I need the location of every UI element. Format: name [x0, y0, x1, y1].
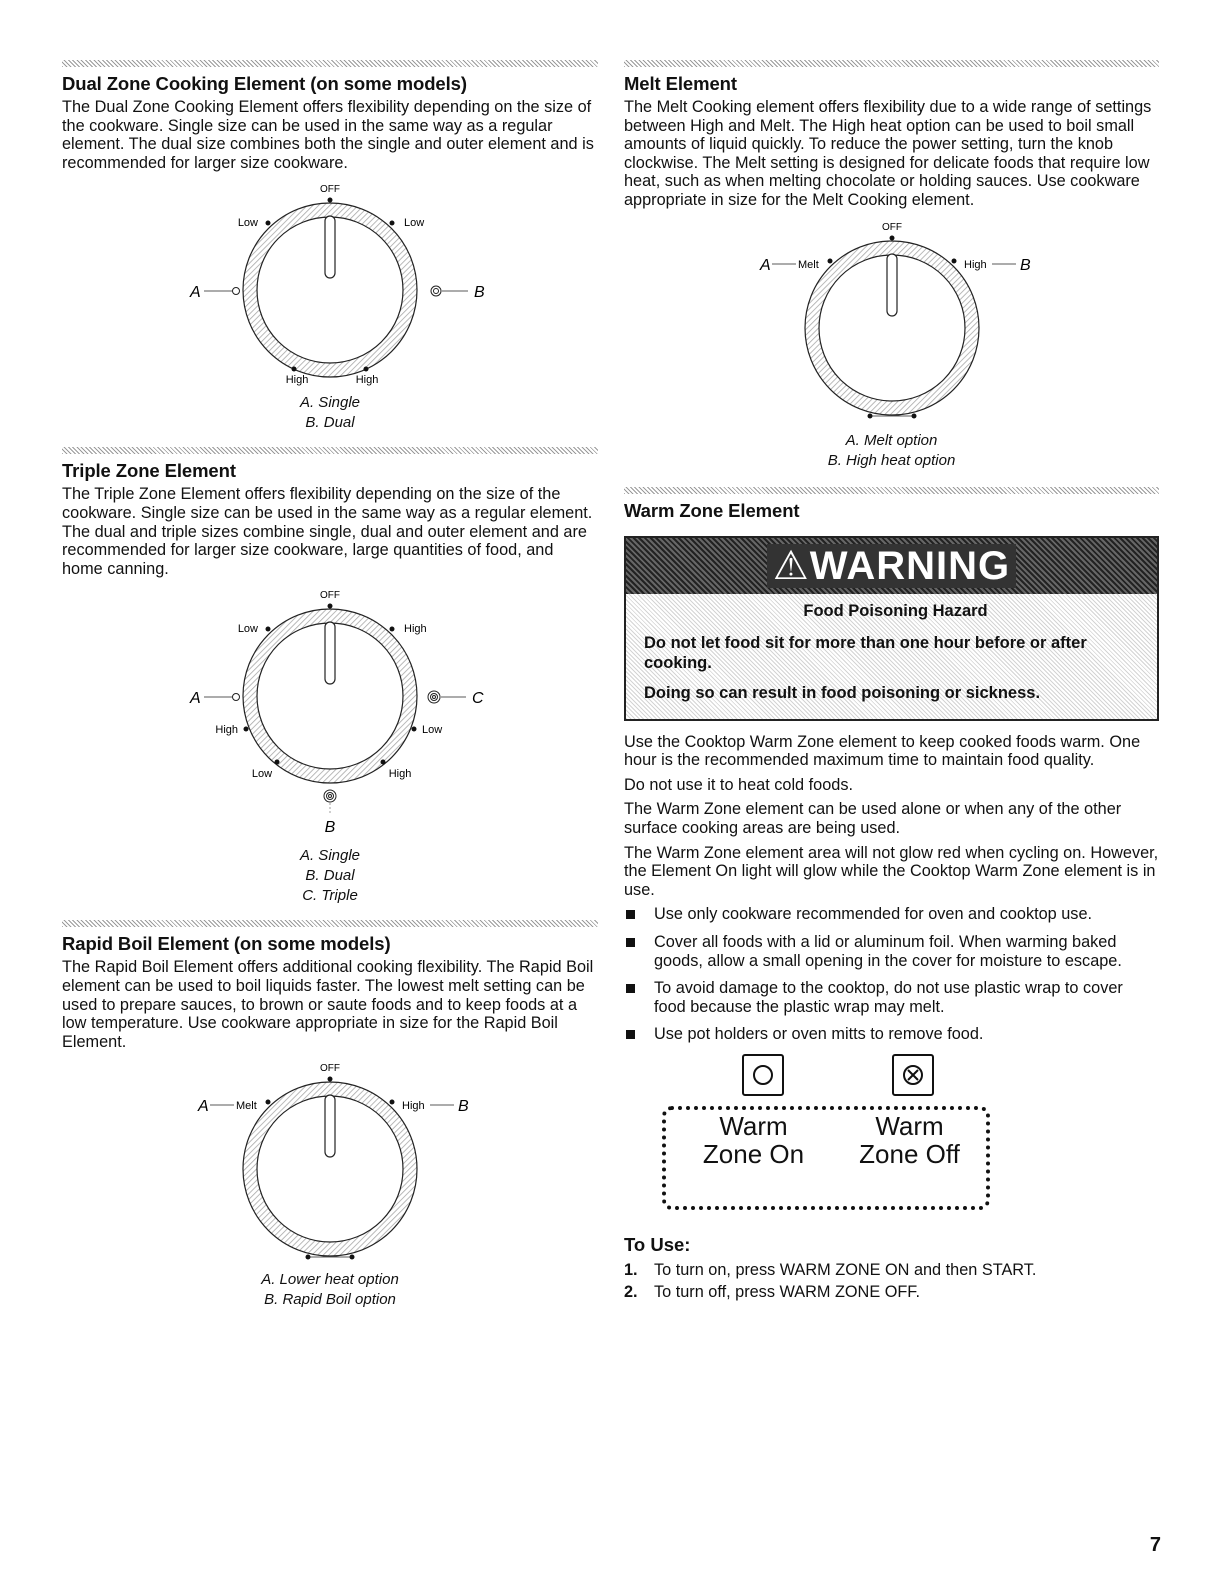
section-divider: [62, 60, 598, 67]
label-b: B: [1019, 256, 1031, 274]
high-mid-left-label: High: [215, 724, 238, 737]
warm-zone-on-label: Warm Zone On: [702, 1110, 805, 1169]
melt-body: The Melt Cooking element offers flexibility due to a wide range of settings between High and Melt. The High heat option can be used to boil small amounts of liquid quickly. To reduce the power setting, turn the knob clockwise. The Melt setting is designed for delicate foods that require low heat, such as when melting chocolate or holding sauces. Use cookware appropriate in size for the Melt Cooking element.: [624, 98, 1152, 209]
triple-zone-captions: [62, 846, 598, 906]
warm-zone-off-button[interactable]: [892, 1054, 934, 1096]
warm-zone-paragraph: The Warm Zone element area will not glow red when cycling on. However, the Element On light will glow while the Cooktop Warm Zone element is in use.: [624, 843, 1159, 899]
section-divider: [624, 487, 1159, 494]
x-circle-icon: [894, 1056, 932, 1094]
warning-body: [626, 594, 1157, 719]
melt-knob-figure: [732, 216, 1052, 421]
bullet-square-icon: [626, 938, 635, 947]
list-item: Cover all foods with a lid or aluminum foil. When warming baked goods, allow a small opening in the cover for moisture to escape.: [624, 933, 1159, 970]
off-label: OFF: [320, 1063, 340, 1075]
section-divider: [624, 60, 1159, 67]
warning-banner: [626, 538, 1157, 594]
left-column: [62, 60, 598, 1310]
high-top-right-label: High: [404, 623, 427, 636]
ring-icon: [744, 1056, 782, 1094]
melt-label: Melt: [797, 258, 819, 271]
caption-dual: B. Dual: [305, 414, 355, 432]
triple-zone-knob-figure: [170, 584, 490, 837]
warm-zone-off-label: Warm Zone Off: [859, 1110, 960, 1169]
off-label: OFF: [881, 221, 902, 233]
label-a: A: [190, 690, 201, 708]
caption-single: A. Single: [299, 394, 361, 412]
rapid-boil-knob-figure: [170, 1057, 490, 1262]
list-item: 2. To turn off, press WARM ZONE OFF.: [624, 1282, 920, 1301]
warm-zone-title: Warm Zone Element: [624, 499, 800, 521]
dual-zone-body: The Dual Zone Cooking Element offers flexibility depending on the size of the cookware. Single size can be used in the same way as a regular element. The dual size combines both the single and outer element and is recommended for larger size cookware.: [62, 98, 594, 172]
list-item: Use pot holders or oven mitts to remove food.: [624, 1025, 1159, 1044]
low-mid-right-label: Low: [422, 724, 443, 737]
caption-dual: B. Dual: [305, 867, 355, 885]
dual-zone-captions: [62, 393, 598, 433]
label-b: B: [458, 1098, 469, 1116]
low-top-left-label: Low: [237, 623, 258, 636]
to-use-steps: [624, 1260, 1159, 1302]
list-item: 1. To turn on, press WARM ZONE ON and then START.: [624, 1260, 1037, 1279]
right-column: [624, 60, 1159, 1304]
warm-zone-bullets: [624, 905, 1159, 1044]
high-label: High: [402, 1100, 425, 1113]
label-a: A: [198, 1098, 209, 1116]
low-left-label: Low: [237, 217, 258, 230]
rapid-boil-title: Rapid Boil Element (on some models): [62, 933, 391, 955]
warning-line: Do not let food sit for more than one hour before or after cooking.: [644, 633, 1087, 672]
high-right-label: High: [355, 374, 379, 387]
warm-zone-paragraph: Use the Cooktop Warm Zone element to keep cooked foods warm. One hour is the recommended maximum time to maintain food quality.: [624, 732, 1141, 770]
rapid-boil-captions: [62, 1270, 598, 1310]
low-bottom-left-label: Low: [251, 768, 273, 781]
warning-banner-text: WARNING: [809, 543, 1011, 588]
bullet-square-icon: [626, 1030, 635, 1039]
triple-zone-body: The Triple Zone Element offers flexibility depending on the size of the cookware. Single size can be used in the same way as a regular element. The dual and triple sizes combine single, dual and outer element and are recommended for larger size cookware, large quantities of food, and home canning.: [62, 485, 593, 578]
high-label: High: [963, 258, 987, 271]
melt-captions: [624, 431, 1159, 471]
page-number: 7: [1149, 1534, 1161, 1556]
off-label: OFF: [320, 590, 340, 602]
dual-zone-knob-figure: [170, 178, 490, 387]
warning-box: [624, 536, 1159, 721]
warm-zone-on-button[interactable]: [742, 1054, 784, 1096]
bullet-square-icon: [626, 984, 635, 993]
warm-zone-paragraph: The Warm Zone element can be used alone or when any of the other surface cooking areas are being used.: [624, 800, 1122, 837]
section-divider: [62, 447, 598, 454]
high-bottom-right-label: High: [388, 768, 412, 781]
caption-rapid-boil: B. Rapid Boil option: [264, 1291, 396, 1309]
warm-zone-control-panel: [682, 1054, 1102, 1224]
warm-zone-paragraph: Do not use it to heat cold foods.: [624, 775, 853, 794]
bullet-square-icon: [626, 910, 635, 919]
rapid-boil-body: The Rapid Boil Element offers additional cooking flexibility. The Rapid Boil element can be used to boil liquids faster. The lowest melt setting can be used to prepare sauces, to brown or saute foods and to keep foods at a low temperature. Use cookware appropriate in size for the Rapid Boil Element.: [62, 958, 594, 1051]
caption-high-heat-option: B. High heat option: [827, 451, 956, 469]
caption-single: A. Single: [299, 847, 361, 865]
label-a: A: [190, 284, 201, 302]
caption-triple: C. Triple: [302, 887, 358, 905]
high-left-label: High: [285, 374, 309, 387]
caption-lower-heat: A. Lower heat option: [261, 1271, 399, 1289]
to-use-title: To Use:: [624, 1233, 691, 1255]
label-b: B: [324, 819, 336, 837]
dual-zone-title: Dual Zone Cooking Element (on some models): [62, 73, 467, 94]
low-right-label: Low: [404, 217, 425, 230]
section-divider: [62, 920, 598, 927]
warning-title: Food Poisoning Hazard: [803, 601, 988, 620]
label-a: A: [759, 256, 771, 274]
label-c: C: [472, 690, 484, 708]
list-item: To avoid damage to the cooktop, do not use plastic wrap to cover food because the plastic wrap may melt.: [624, 979, 1159, 1016]
melt-label: Melt: [236, 1100, 257, 1113]
melt-title: Melt Element: [624, 73, 737, 94]
label-b: B: [474, 284, 485, 302]
off-label: OFF: [320, 184, 340, 196]
warning-triangle-icon: ⚠: [772, 543, 810, 588]
warning-line: Doing so can result in food poisoning or sickness.: [644, 683, 1041, 702]
caption-melt-option: A. Melt option: [845, 431, 938, 449]
triple-zone-title: Triple Zone Element: [62, 460, 236, 482]
list-item: Use only cookware recommended for oven and cooktop use.: [624, 905, 1159, 924]
